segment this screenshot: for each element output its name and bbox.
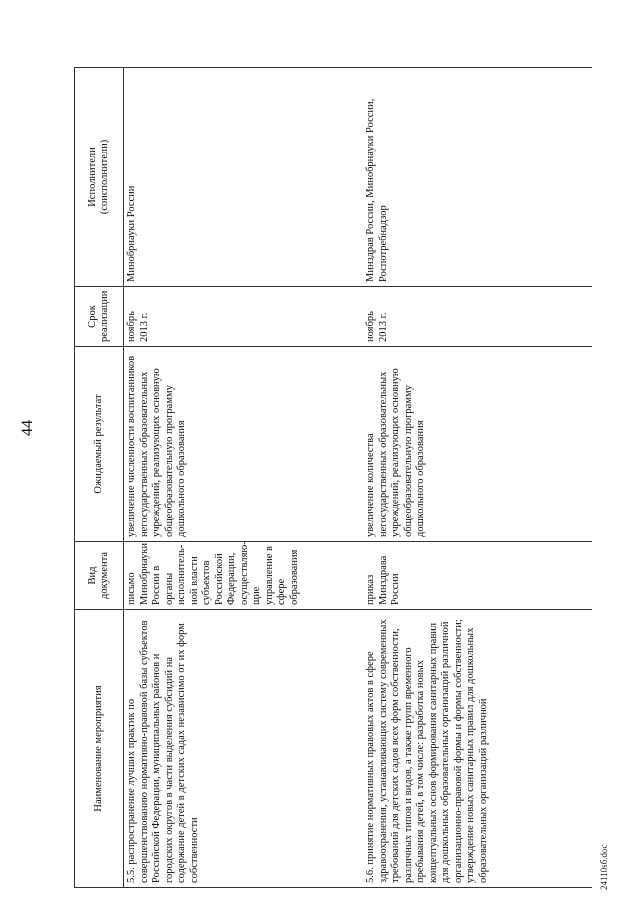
footer-file-name: 24110sб.doc — [599, 844, 609, 890]
cell-expected-result: увеличение количества негосударственных образовательных учреждений, реализующих основную общеобразовательную программу дошкольного образования — [363, 347, 592, 542]
cell-document-type: письмо Минобрнауки России в органы исполнитель-ной власти субъектов Российской Федерации, осуществляю-щие управление в сфере образования — [124, 542, 364, 610]
cell-expected-result: увеличение численности воспитанников негосударственных образовательных учреждений, реализующих основную общеобразовательную программу дошкольного образования — [124, 347, 364, 542]
cell-event-name: 5.6. принятие нормативных правовых актов в сфере здравоохранения, устанавливающих систему современных требований для детских садов всех форм собственности, различных типов и видов, а также групп временного пребывания детей, в том числе: разработка новых концептуальных основ формирования санитарных правил для дошкольных образовательных организаций различной организационно-правовой формы и формы собственности; утверждение новых санитарных правил для дошкольных образовательных организаций различной — [363, 610, 592, 888]
cell-document-type: приказ Минздрава России — [363, 542, 592, 610]
cell-event-name: 5.5. распространение лучших практик по совершенствованию нормативно-правовой базы субъектов Российской Федерации, муниципальных районов и городских округов в части выделения субсидий на содержание детей в детских садах независимо от их форм собственности — [124, 610, 364, 888]
table-header-row — [75, 68, 124, 888]
cell-deadline: ноябрь 2013 г. — [363, 287, 592, 347]
header-deadline: Срок реализации — [75, 287, 124, 347]
action-plan-table — [74, 67, 592, 888]
cell-executors: Минобрнауки России — [124, 68, 364, 287]
page-number: 44 — [19, 420, 36, 436]
header-event-name: Наименование мероприятия — [75, 610, 124, 888]
header-document-type: Вид документа — [75, 542, 124, 610]
cell-executors: Минздрав России, Минобрнауки России, Роспотребнадзор — [363, 68, 592, 287]
header-expected-result: Ожидаемый результат — [75, 347, 124, 542]
table-row — [124, 68, 364, 888]
cell-deadline: ноябрь 2013 г. — [124, 287, 364, 347]
rotated-table-sheet — [74, 68, 596, 888]
table-row — [363, 68, 592, 888]
header-executors: Исполнители (соисполнители) — [75, 68, 124, 287]
